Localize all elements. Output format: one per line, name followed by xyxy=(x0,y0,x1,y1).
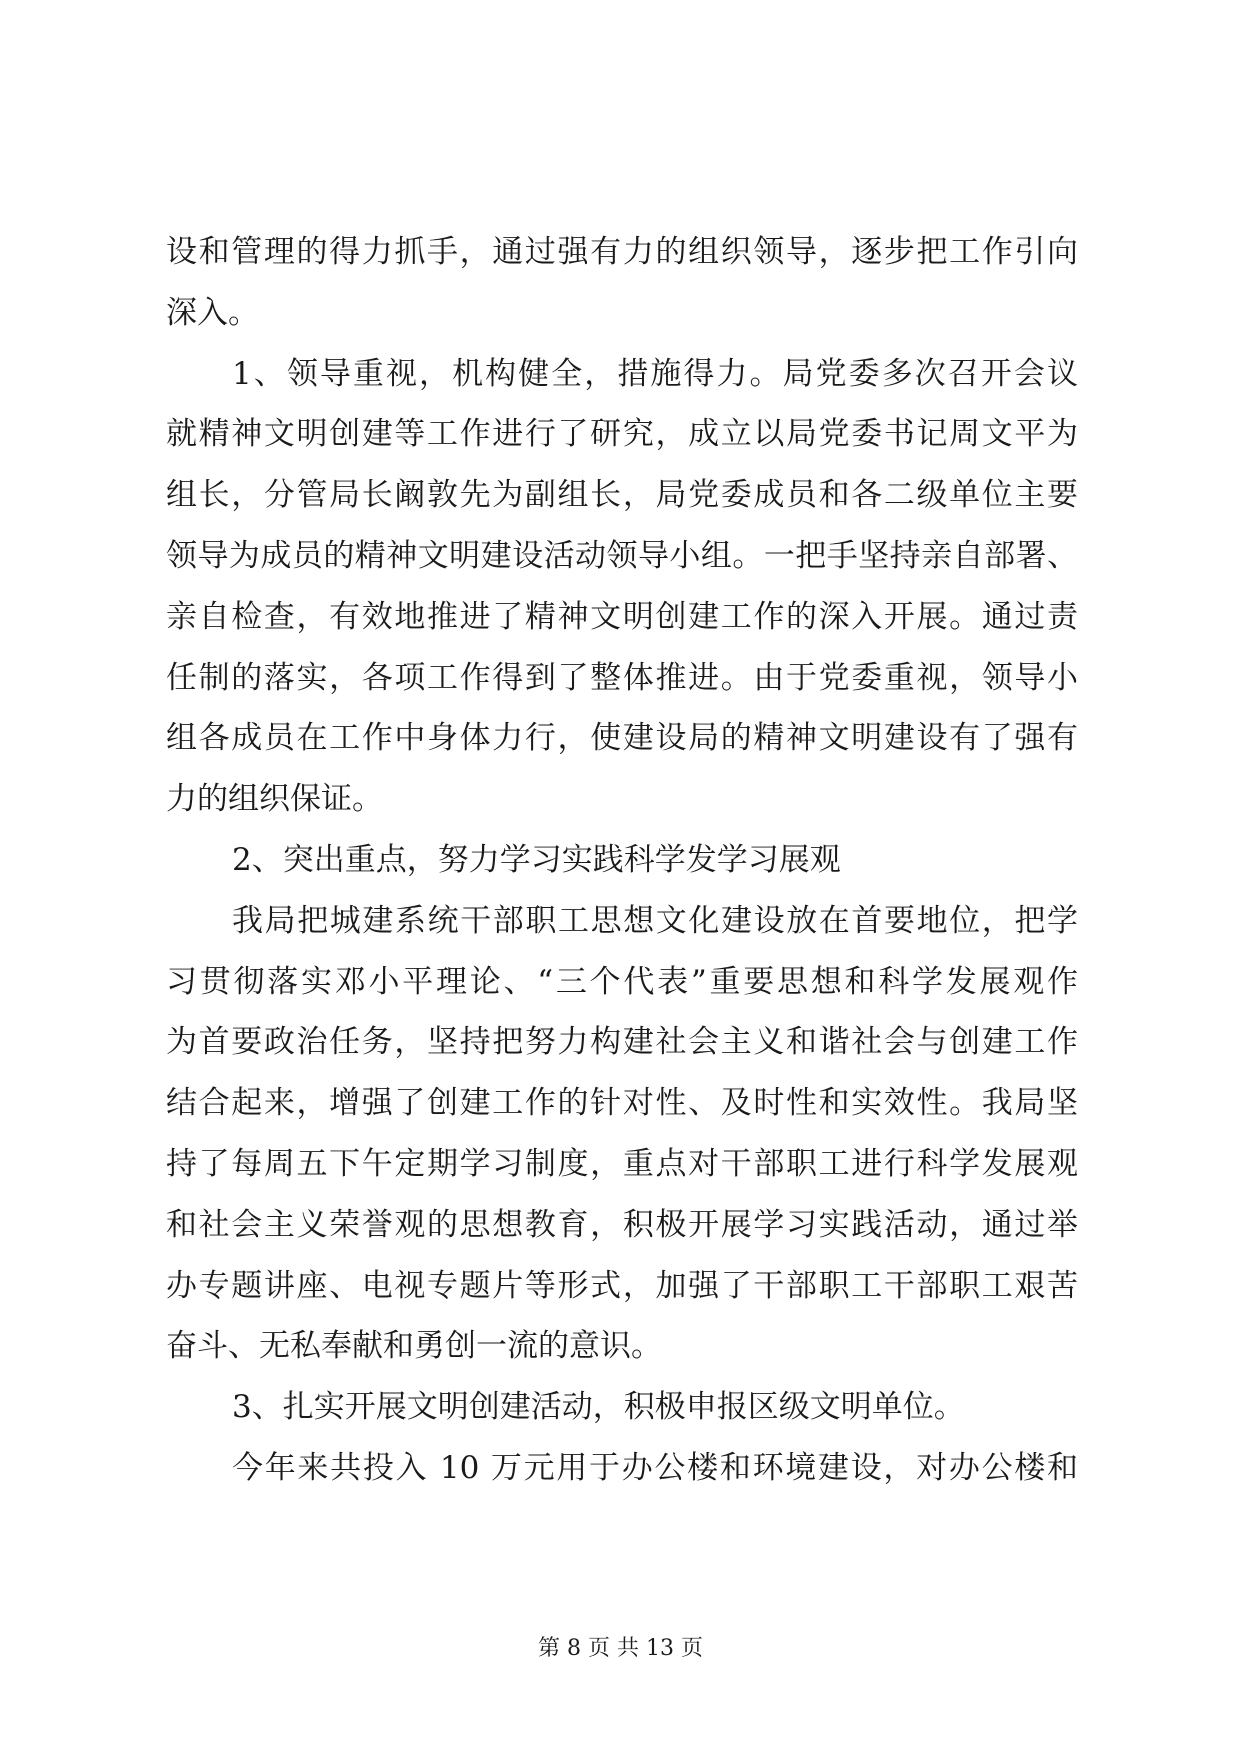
text-line: 今年来共投入 10 万元用于办公楼和环境建设，对办公楼和 xyxy=(232,1449,1078,1486)
text-line: 组长，分管局长阚敦先为副组长，局党委成员和各二级单位主要 xyxy=(166,477,1078,514)
page-footer: 第 8 页 共 13 页 xyxy=(538,1636,703,1661)
text-line: 领导为成员的精神文明建设活动领导小组。一把手坚持亲自部署、 xyxy=(166,537,1078,574)
text-line: 为首要政治任务，坚持把努力构建社会主义和谐社会与创建工作 xyxy=(166,1024,1078,1061)
text-line: 力的组织保证。 xyxy=(166,781,383,818)
text-line: 就精神文明创建等工作进行了研究，成立以局党委书记周文平为 xyxy=(166,416,1078,453)
text-line: 结合起来，增强了创建工作的针对性、及时性和实效性。我局坚 xyxy=(166,1085,1078,1122)
text-line: 持了每周五下午定期学习制度，重点对干部职工进行科学发展观 xyxy=(166,1145,1078,1182)
text-line: 1、领导重视，机构健全，措施得力。局党委多次召开会议 xyxy=(232,355,1078,392)
text-line: 亲自检查，有效地推进了精神文明创建工作的深入开展。通过责 xyxy=(166,598,1078,635)
text-line: 3、扎实开展文明创建活动，积极申报区级文明单位。 xyxy=(232,1389,965,1426)
text-line: 深入。 xyxy=(166,294,259,331)
text-line: 任制的落实，各项工作得到了整体推进。由于党委重视，领导小 xyxy=(166,659,1078,696)
text-line: 习贯彻落实邓小平理论、“三个代表”重要思想和科学发展观作 xyxy=(166,963,1078,1000)
text-line: 和社会主义荣誉观的思想教育，积极开展学习实践活动，通过举 xyxy=(166,1206,1078,1243)
text-line: 设和管理的得力抓手，通过强有力的组织领导，逐步把工作引向 xyxy=(166,234,1078,270)
text-line: 奋斗、无私奉献和勇创一流的意识。 xyxy=(166,1328,662,1365)
text-line: 2、突出重点，努力学习实践科学发学习展观 xyxy=(232,841,841,878)
text-line: 我局把城建系统干部职工思想文化建设放在首要地位，把学 xyxy=(232,902,1078,939)
body-text xyxy=(166,222,1078,1499)
text-line: 办专题讲座、电视专题片等形式，加强了干部职工干部职工艰苦 xyxy=(166,1267,1078,1304)
text-line: 组各成员在工作中身体力行，使建设局的精神文明建设有了强有 xyxy=(166,720,1078,757)
